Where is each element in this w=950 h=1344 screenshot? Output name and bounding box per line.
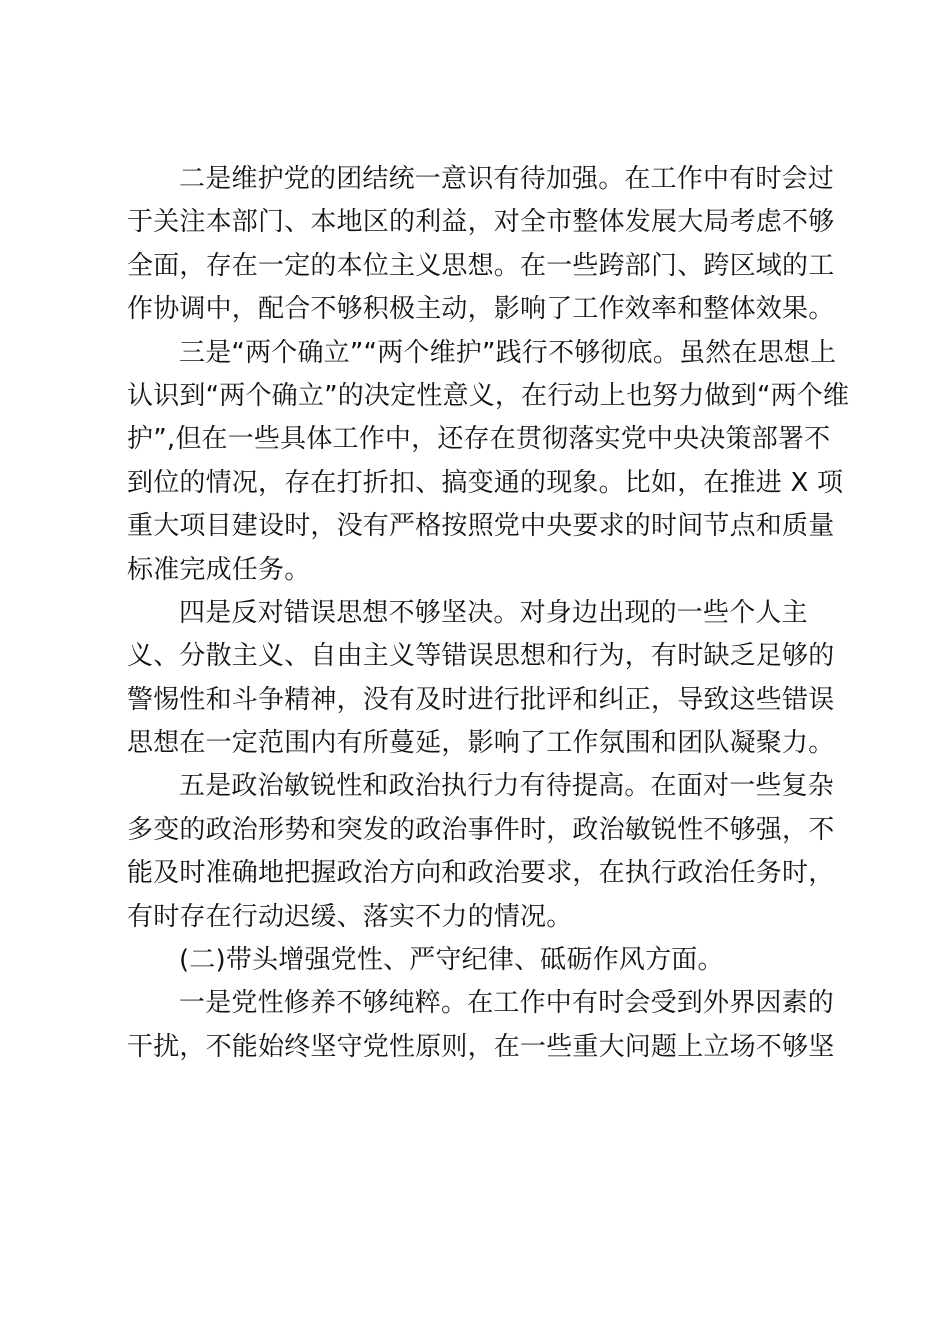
text-line: 有时存在行动迟缓、落实不力的情况。 [127, 901, 573, 932]
paragraph-6 [127, 982, 835, 1069]
text-line: 能及时准确地把握政治方向和政治要求，在执行政治任务时， [127, 858, 835, 889]
paragraph-1 [127, 158, 835, 332]
text-line: 护”,但在一些具体工作中，还存在贯彻落实党中央决策部署不 [127, 424, 831, 455]
text-line: 警惕性和斗争精神，没有及时进行批评和纠正，导致这些错误 [127, 684, 835, 715]
text-line: 一是党性修养不够纯粹。在工作中有时会受到外界因素的 [179, 988, 835, 1019]
paragraph-4 [127, 765, 835, 939]
section-heading [127, 939, 827, 982]
text-line: 二是维护党的团结统一意识有待加强。在工作中有时会过 [179, 164, 835, 194]
text-line: 重大项目建设时，没有严格按照党中央要求的时间节点和质量 [127, 511, 835, 542]
text-line: 思想在一定范围内有所蔓延，影响了工作氛围和团队凝聚力。 [127, 728, 835, 759]
text-line: 全面，存在一定的本位主义思想。在一些跨部门、跨区域的工 [127, 250, 835, 281]
text-line: 标准完成任务。 [127, 554, 311, 585]
text-line: 义、分散主义、自由主义等错误思想和行为，有时缺乏足够的 [127, 641, 835, 672]
text-line: 多变的政治形势和突发的政治事件时，政治敏锐性不够强，不 [127, 814, 835, 845]
text-line: 干扰，不能始终坚守党性原则，在一些重大问题上立场不够坚 [127, 1031, 835, 1062]
text-line: 五是政治敏锐性和政治执行力有待提高。在面对一些复杂 [179, 771, 835, 802]
paragraph-2 [127, 332, 850, 592]
text-line: 于关注本部门、本地区的利益，对全市整体发展大局考虑不够 [127, 207, 835, 238]
paragraph-3 [127, 592, 835, 766]
text-line: 三是“两个确立”“两个维护”践行不够彻底。虽然在思想上 [179, 337, 837, 368]
text-line: (二)带头增强党性、严守纪律、砥砺作风方面。 [179, 945, 724, 976]
text-line: 认识到“两个确立”的决定性意义，在行动上也努力做到“两个维 [127, 380, 850, 411]
text-line: 四是反对错误思想不够坚决。对身边出现的一些个人主 [179, 597, 808, 628]
body-text [127, 158, 850, 1069]
text-line: 到位的情况，存在打折扣、搞变通的现象。比如，在推进 X 项 [127, 467, 844, 498]
text-line: 作协调中，配合不够积极主动，影响了工作效率和整体效果。 [127, 294, 835, 325]
